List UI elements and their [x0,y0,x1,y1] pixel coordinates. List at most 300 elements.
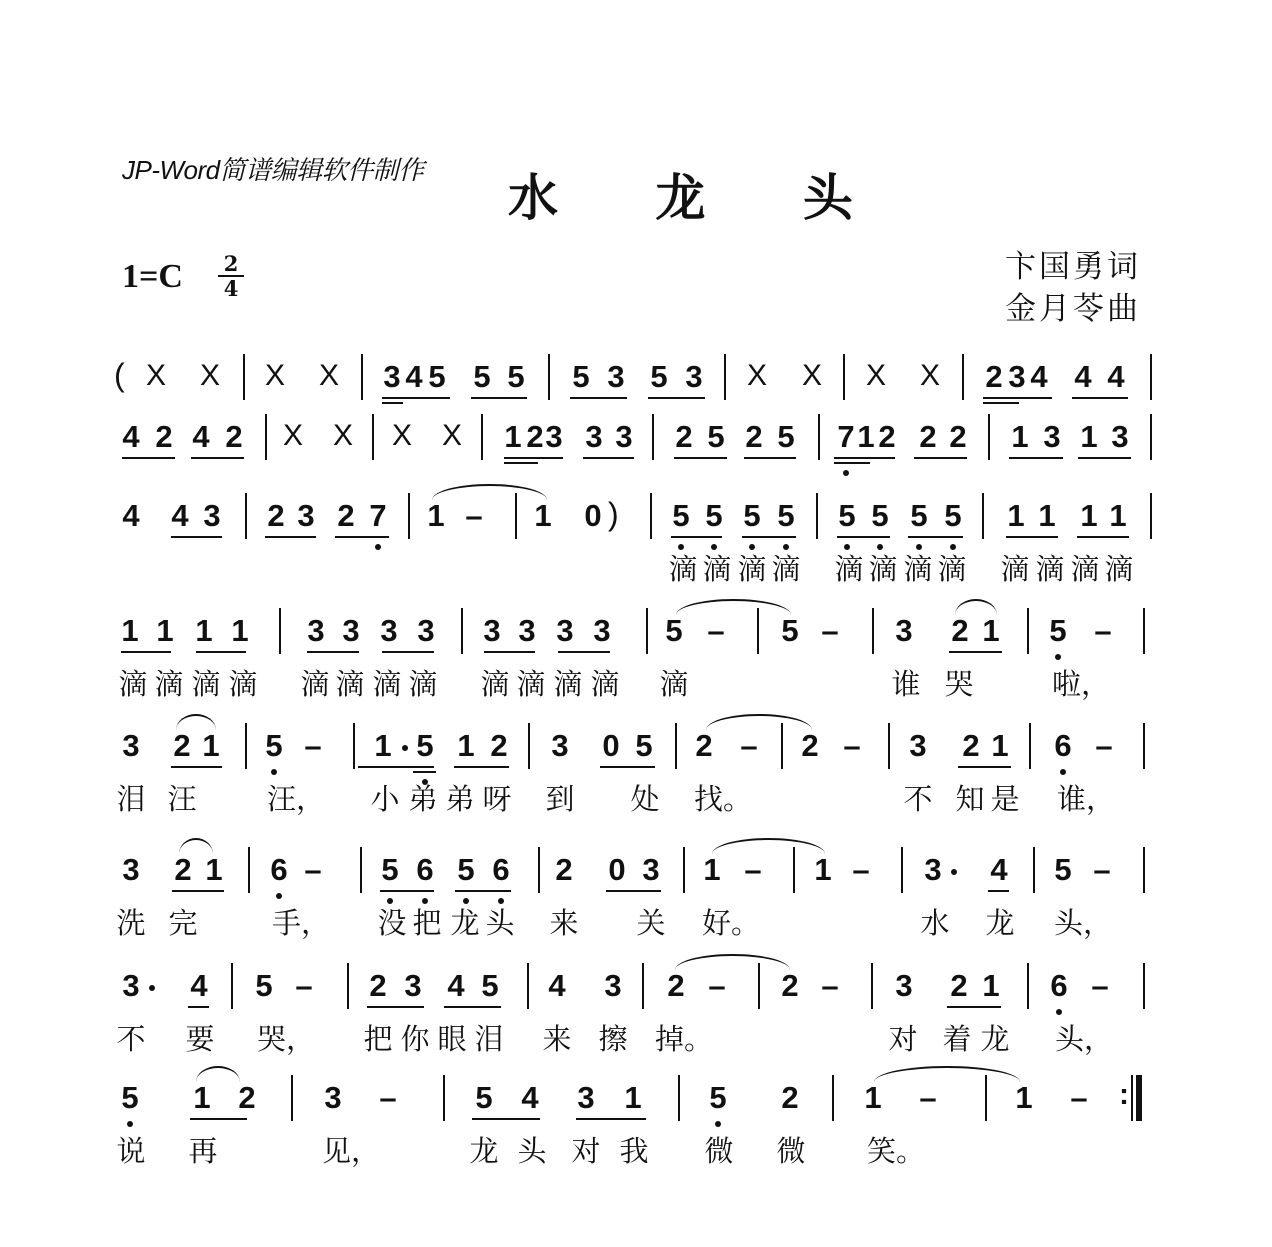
lyric-syllable: 微 [704,1134,734,1168]
note: 1 [1038,498,1056,533]
sustain-dash: – [304,852,322,887]
lyric-syllable: 把 [412,906,442,940]
note: 3 [585,419,603,454]
lyric-syllable: 滴 [300,667,330,701]
lyric-syllable: 滴 [154,667,184,701]
lyric-syllable: 来 [549,906,579,940]
note: 5 [1049,613,1067,648]
note: 1 [504,419,522,454]
duration-underline [171,536,222,538]
note: 5 [121,1080,139,1115]
barline [245,493,247,539]
lyric-syllable: 滴 [553,667,583,701]
note: 2 [267,498,285,533]
note: 3 [604,968,622,1003]
note: 5 [709,1080,727,1115]
note: 6 [416,852,434,887]
duration-underline [1078,457,1131,459]
barline [443,1075,445,1121]
barline [1033,847,1035,893]
note: 1 [982,613,1000,648]
note: 5 [255,968,273,1003]
note: 1 [193,1080,211,1115]
barline [818,414,820,460]
lyric-syllable: 来 [542,1022,572,1056]
percussion-note: X [441,419,462,452]
sustain-dash: – [707,613,725,648]
software-watermark: JP-Word简谱编辑软件制作 [122,155,424,185]
barline [538,847,540,893]
low-octave-dot [276,893,282,899]
note: 4 [447,968,465,1003]
lyric-syllable: 啦， [1052,667,1111,701]
percussion-note: X [264,359,285,392]
barline [872,608,874,654]
duration-underline [947,1006,1001,1008]
note: 1 [864,1080,882,1115]
note: 3 [483,613,501,648]
duration-underline [172,890,224,892]
barline [646,608,648,654]
barline [279,608,281,654]
note: 3 [895,968,913,1003]
duration-underline [196,651,246,653]
note: 2 [962,728,980,763]
barline [650,493,652,539]
note: 3 [122,968,140,1003]
note: 1 [156,613,174,648]
lyric-syllable: 龙 [450,906,480,940]
lyric-syllable: 泪 [474,1022,504,1056]
note: 3 [380,613,398,648]
close-parenthesis: ) [608,496,619,532]
note: 1 [814,852,832,887]
duration-underline [570,397,627,399]
barline [527,963,529,1009]
song-title: 水 龙 头 [508,168,893,227]
duration-underline [1077,536,1129,538]
percussion-note: X [318,359,339,392]
lyric-syllable: 滴 [1104,552,1134,586]
lyric-syllable: 着 [942,1022,972,1056]
lyric-syllable: 龙 [985,906,1015,940]
repeat-sign-dots: : [1119,1078,1129,1111]
lyric-syllable: 好。 [702,906,761,940]
note: 3 [924,852,942,887]
percussion-note: X [746,359,767,392]
lyric-syllable: 再 [188,1134,218,1168]
note: 3 [1043,419,1061,454]
duration-underline [471,397,527,399]
lyric-syllable: 汪 [167,782,197,816]
lyric-syllable: 知 [955,782,985,816]
note: 3 [545,419,563,454]
lyric-syllable: 手， [272,906,331,940]
note: 5 [265,728,283,763]
duration-underline [190,1118,247,1120]
lyric-syllable: 对 [888,1022,918,1056]
lyric-syllable: 滴 [937,552,967,586]
note: 5 [428,359,446,394]
note: 5 [650,359,668,394]
lyric-syllable: 关 [636,906,666,940]
sustain-dash: – [1070,1080,1088,1115]
note: 2 [675,419,693,454]
note: 4 [990,852,1008,887]
lyric-syllable: 头， [1055,1022,1114,1056]
note: 1 [374,728,392,763]
duration-underline [484,651,535,653]
note: 5 [781,613,799,648]
barline [1150,493,1152,539]
duration-underline [380,890,434,892]
sustain-dash: – [919,1080,937,1115]
note: 5 [777,498,795,533]
low-octave-dot [271,769,277,775]
sustain-dash: – [852,852,870,887]
note: 4 [405,359,423,394]
note: 4 [1030,359,1048,394]
lyric-syllable: 滴 [372,667,402,701]
duration-underline [335,536,389,538]
lyric-syllable: 微 [776,1134,806,1168]
duration-underline [914,457,967,459]
note: 2 [667,968,685,1003]
percussion-note: X [282,419,303,452]
note: 3 [518,613,536,648]
lyric-syllable: 谁， [1057,782,1116,816]
lyric-syllable: 我 [619,1134,649,1168]
note: 2 [490,728,508,763]
lyric-syllable: 汪， [267,782,326,816]
duration-underline [188,1006,209,1008]
lyric-syllable: 弟 [408,782,438,816]
note: 5 [572,359,590,394]
open-parenthesis: ( [114,357,125,393]
note: 1 [457,728,475,763]
barline [1143,723,1145,769]
sustain-dash: – [379,1080,397,1115]
note: 4 [122,419,140,454]
duration-underline [444,1006,501,1008]
note: 1 [1080,419,1098,454]
note: 5 [481,968,499,1003]
duration-underline [122,457,175,459]
note: 3 [342,613,360,648]
lyric-syllable: 要 [185,1022,215,1056]
note: 5 [944,498,962,533]
lyric-syllable: 谁 [891,667,921,701]
note: 2 [555,852,573,887]
note: 3 [895,613,913,648]
note: 3 [1111,419,1129,454]
duration-underline [983,402,1019,404]
note: 3 [577,1080,595,1115]
slur-tie [196,1066,240,1082]
duration-underline [382,402,403,404]
note: 4 [190,968,208,1003]
time-signature [218,253,244,299]
note: 6 [492,852,510,887]
lyric-syllable: 滴 [1035,552,1065,586]
barline [360,847,362,893]
duration-underline [191,457,244,459]
barline [481,414,483,460]
duration-underline [504,462,538,464]
duration-underline [455,890,511,892]
augmentation-dot [951,869,957,875]
duration-underline [988,890,1009,892]
barline [291,1075,293,1121]
note: 5 [635,728,653,763]
sustain-dash: – [1093,852,1111,887]
note: 4 [521,1080,539,1115]
note: 0 [584,498,602,533]
note: 0 [608,852,626,887]
note: 3 [404,968,422,1003]
lyric-syllable: 找。 [694,782,753,816]
sustain-dash: – [843,728,861,763]
augmentation-dot [402,745,408,751]
lyric-syllable: 滴 [659,667,689,701]
barline [372,414,374,460]
duration-underline [265,536,316,538]
note: 3 [122,852,140,887]
barline [888,723,890,769]
lyric-syllable: 滴 [228,667,258,701]
lyric-syllable: 没 [377,906,407,940]
note: 5 [672,498,690,533]
lyric-syllable: 滴 [590,667,620,701]
lyric-syllable: 滴 [771,552,801,586]
note: 5 [910,498,928,533]
percussion-note: X [145,359,166,392]
duration-underline [600,766,655,768]
duration-underline [121,651,171,653]
note: 3 [383,359,401,394]
duration-underline [983,397,1052,399]
note: 2 [155,419,173,454]
sustain-dash: – [465,498,483,533]
note: 4 [1107,359,1125,394]
note: 4 [171,498,189,533]
note: 2 [337,498,355,533]
note: 7 [369,498,387,533]
note: 5 [777,419,795,454]
barline [843,354,845,400]
note: 7 [837,419,855,454]
duration-underline [958,766,1011,768]
sustain-dash: – [740,728,758,763]
sustain-dash: – [295,968,313,1003]
barline [353,723,355,769]
note: 3 [417,613,435,648]
duration-underline [472,1118,540,1120]
note: 3 [642,852,660,887]
note: 5 [838,498,856,533]
sustain-dash: – [821,613,839,648]
lyric-syllable: 滴 [118,667,148,701]
barline [675,723,677,769]
barline [1150,354,1152,400]
note: 1 [703,852,721,887]
low-octave-dot [375,544,381,550]
barline [1143,608,1145,654]
slur-tie [675,954,790,970]
slur-tie [955,599,997,615]
lyric-syllable: 你 [400,1022,430,1056]
note: 1 [1080,498,1098,533]
note: 2 [950,968,968,1003]
low-octave-dot [1055,654,1061,660]
sustain-dash: – [708,968,726,1003]
lyricist: 卞国勇词 [1005,249,1141,285]
note: 3 [556,613,574,648]
duration-underline [949,651,1002,653]
percussion-note: X [332,419,353,452]
lyric-syllable: 滴 [834,552,864,586]
note: 1 [534,498,552,533]
note: 2 [878,419,896,454]
barline [408,493,410,539]
barline [652,414,654,460]
lyric-syllable: 滴 [191,667,221,701]
note: 1 [624,1080,642,1115]
barline [243,354,245,400]
barline [678,1075,680,1121]
note: 5 [665,613,683,648]
barline [724,354,726,400]
lyric-syllable: 小 [370,782,400,816]
note: 6 [270,852,288,887]
note: 1 [202,728,220,763]
percussion-note: X [865,359,886,392]
percussion-note: X [919,359,940,392]
lyric-syllable: 滴 [903,552,933,586]
note: 3 [297,498,315,533]
duration-underline [1009,457,1063,459]
barline [265,414,267,460]
duration-underline [454,766,509,768]
note: 1 [205,852,223,887]
lyric-syllable: 不 [116,1022,146,1056]
barline [901,847,903,893]
note: 4 [1074,359,1092,394]
note: 3 [607,359,625,394]
duration-underline [1072,397,1128,399]
note: 2 [238,1080,256,1115]
note: 1 [857,419,875,454]
note: 6 [1054,728,1072,763]
note: 5 [457,852,475,887]
lyric-syllable: 龙 [469,1134,499,1168]
barline [1143,963,1145,1009]
note: 4 [192,419,210,454]
slur-tie [432,484,547,500]
final-thin-barline [1131,1075,1133,1121]
lyric-syllable: 到 [545,782,575,816]
note: 5 [475,1080,493,1115]
barline [1143,847,1145,893]
note: 5 [707,419,725,454]
note: 2 [369,968,387,1003]
lyric-syllable: 洗 [116,906,146,940]
note: 3 [307,613,325,648]
duration-underline [382,651,434,653]
barline [461,608,463,654]
barline [347,963,349,1009]
lyric-syllable: 是 [990,782,1020,816]
duration-underline [367,1006,424,1008]
note: 2 [985,359,1003,394]
note: 3 [122,728,140,763]
barline [832,1075,834,1121]
note: 5 [416,728,434,763]
note: 1 [1015,1080,1033,1115]
slur-tie [179,838,213,854]
lyric-syllable: 滴 [702,552,732,586]
duration-underline [671,536,722,538]
lyric-syllable: 掉。 [655,1022,714,1056]
duration-underline [834,462,870,464]
note: 3 [551,728,569,763]
lyric-syllable: 滴 [668,552,698,586]
note: 2 [949,419,967,454]
note: 3 [593,613,611,648]
time-denominator: 4 [223,276,239,301]
barline [871,963,873,1009]
duration-underline [558,651,610,653]
lyric-syllable: 滴 [480,667,510,701]
lyric-syllable: 见， [322,1134,381,1168]
note: 5 [507,359,525,394]
note: 3 [909,728,927,763]
slur-tie [874,1066,1020,1082]
lyric-syllable: 滴 [737,552,767,586]
sustain-dash: – [744,852,762,887]
barline [548,354,550,400]
note: 1 [982,968,1000,1003]
lyric-syllable: 把 [363,1022,393,1056]
note: 1 [1011,419,1029,454]
lyric-syllable: 完 [168,906,198,940]
lyric-syllable: 哭 [944,667,974,701]
note: 1 [231,613,249,648]
duration-underline [607,1118,646,1120]
duration-underline [1006,536,1058,538]
duration-underline [413,771,436,773]
augmentation-dot [149,985,155,991]
barline [683,847,685,893]
duration-underline [834,457,895,459]
barline [361,354,363,400]
note: 1 [195,613,213,648]
note: 5 [1054,852,1072,887]
note: 1 [991,728,1009,763]
sustain-dash: – [1094,613,1112,648]
note: 1 [1007,498,1025,533]
lyric-syllable: 滴 [408,667,438,701]
key-signature: 1=C [122,258,183,295]
duration-underline [742,536,796,538]
slur-tie [676,599,791,615]
lyric-syllable: 滴 [1000,552,1030,586]
note: 2 [745,419,763,454]
note: 5 [381,852,399,887]
sustain-dash: – [1095,728,1113,763]
low-octave-dot [843,470,849,476]
slur-tie [176,714,216,730]
